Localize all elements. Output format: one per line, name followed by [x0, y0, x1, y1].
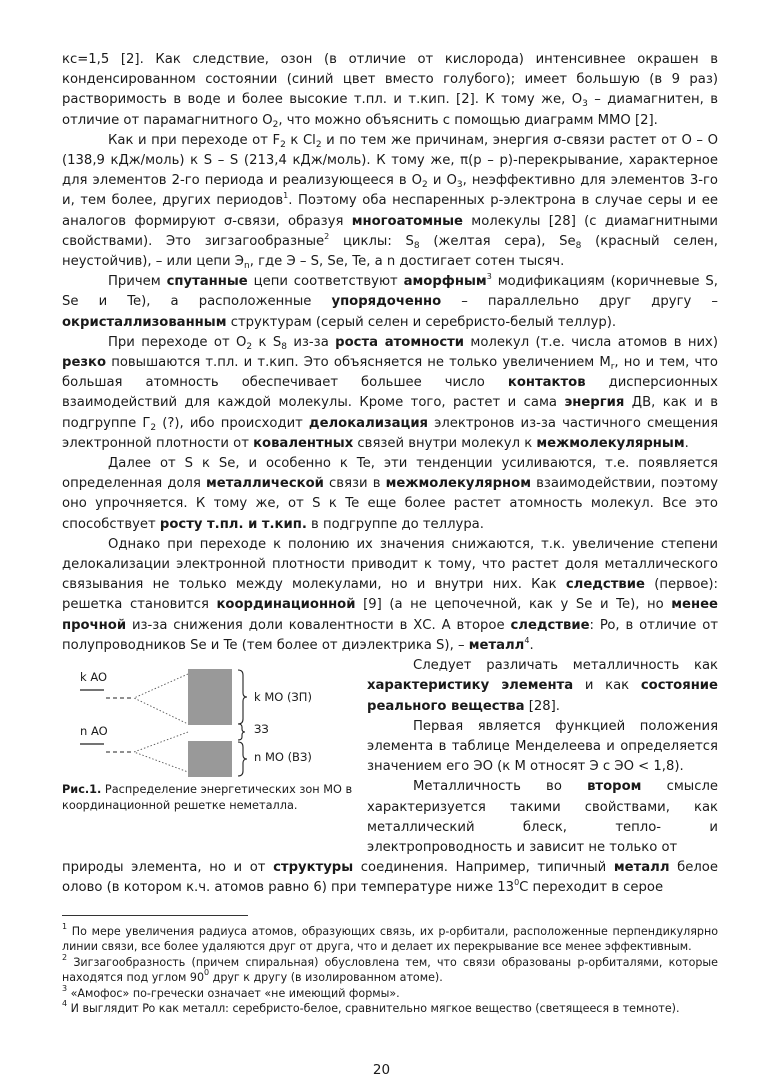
- footnote-3: $^3$ «Амофос» по-гречески означает «не имеющий формы».: [62, 983, 400, 1000]
- figure-band-diagram: [62, 656, 367, 858]
- paragraph-ozone: кс=1,5 [2]. Как следствие, озон (в отличие от кислорода) интенсивнее окрашен в конденсированном состоянии (синий цвет вместо голубого); имеет большую (в 9 раз) растворимость в воде и более высокие т.пл. и т.кип. [2]. К тому же, $O_3$ – диамагнитен, в отличие от парамагнитного $O_2$, что можно объяснить с помощью диаграмм ММО [2].: [62, 52, 718, 130]
- footnote-1: $^1$ По мере увеличения радиуса атомов, образующих связь, их p-орбитали, расположенные перпендикулярно линии связи, все более удаляются друг от друга, что и делает их перекрывание все менее эффективным.: [62, 922, 718, 954]
- paragraph-amorphous: Причем спутанные цепи соответствуют аморфным$^3$ модификациям (коричневые S, Se и Te), а расположенные упорядоченно – параллельно друг другу – окристаллизованным структурам (серый селен и серебристо-белый теллур).: [62, 272, 718, 330]
- page-body: [62, 50, 718, 899]
- page-number: 20: [372, 1062, 391, 1078]
- figure-caption: Рис.1. Распределение энергетических зон МО в координационной решетке неметалла.: [62, 783, 353, 813]
- label-n-mo: n MO (ВЗ): [254, 750, 312, 765]
- n-mo-brace: [238, 742, 247, 776]
- paragraph-polonium: Однако при переходе к полонию их значения снижаются, т.к. увеличение степени делокализации электронной плотности приводит к тому, что растет доля металлического связывания не только между молекулами, но и внутри них. Как следствие (первое): решетка становится координационной [9] (а не цепочечной, как у Se и Te), но менее прочной из-за снижения доли ковалентности в ХС. А второе следствие: Po, в отличие от полупроводников Se и Te (тем более от диэлектрика S), – металл$^4$.: [62, 536, 719, 653]
- k-mo-band: [188, 670, 232, 724]
- paragraph-metallicity-intro: Следует различать металличность как характеристику элемента и как состояние реального вещества [28].: [367, 658, 718, 714]
- paragraph-tin: природы элемента, но и от структуры соединения. Например, типичный металл белое олово (в котором к.ч. атомов равно 6) при температуре ниже $13^0C$ переходит в серое: [62, 860, 718, 896]
- gap-brace: [238, 724, 245, 740]
- paragraph-atomicity: При переходе от $O_2$ к $S_8$ из-за роста атомности молекул (т.е. числа атомов в них) резко повышаются т.пл. и т.кип. Это объясняется не только увеличением $M_r$, но и тем, что большая атомность обеспечивает большее число контактов дисперсионных взаимодействий для каждой молекулы. Кроме того, растет и сама энергия ДВ, как и в подгруппе $Г_2$ (?), ибо происходит делокализация электронов из-за частичного смещения электронной плотности от ковалентных связей внутри молекул к межмолекулярным.: [62, 334, 719, 451]
- k-mo-brace: [238, 670, 247, 724]
- footnote-4: $^4$ И выглядит Po как металл: серебристо-белое, сравнительно мягкое вещество (светящееся в темноте).: [62, 999, 680, 1016]
- paragraph-metallicity-first: Первая является функцией положения элемента в таблице Менделеева и определяется значением его ЭО (к M относят Э с ЭО < 1,8).: [367, 718, 718, 775]
- right-column-text: [367, 656, 718, 858]
- paragraph-metallicity-second: Металличность во втором смысле характеризуется такими свойствами, как металлический блеск, тепло- и электропроводность и зависит не только от: [367, 779, 718, 855]
- label-band-gap: ЗЗ: [254, 722, 269, 737]
- footnotes: [62, 915, 718, 1016]
- n-fan-lines: [134, 732, 188, 772]
- footnote-separator: [62, 915, 248, 916]
- label-k-mo: k MO (ЗП): [254, 690, 312, 705]
- n-mo-band: [188, 742, 232, 776]
- label-k-ao: k AO: [80, 670, 108, 685]
- footnote-2: $^2$ Зигзагообразность (причем спиральная) обусловлена тем, что связи образованы p-орбиталями, которые находятся под углом $90^0$ друг к другу (в изолированном атоме).: [62, 952, 718, 985]
- label-n-ao: n AO: [80, 724, 108, 739]
- figure-and-text: [62, 656, 718, 858]
- k-fan-lines: [134, 674, 188, 724]
- paragraph-sigma-bond: Как и при переходе от $F_2$ к $Cl_2$ и по тем же причинам, энергия σ-связи растет от O – O (138,9 кДж/моль) к S – S (213,4 кДж/моль). К тому же, π(p – p)-перекрывание, характерное для элементов 2-го периода и реализующееся в $O_2$ и $O_3$, неэффективно для элементов 3-го и, тем более, других периодов$^1$. Поэтому оба неспаренных p-электрона в случае серы и ее аналогов формируют σ-связи, образуя многоатомные молекулы [28] (с диамагнитными свойствами). Это зигзагообразные$^2$ циклы: $S_8$ (желтая сера), $Se_8$ (красный селен, неустойчив), – или цепи $Э_n$, где Э – S, Se, Te, а n достигает сотен тысяч.: [62, 132, 718, 272]
- paragraph-metallic-bond: Далее от S к Se, и особенно к Te, эти тенденции усиливаются, т.е. появляется определенная доля металлической связи в межмолекулярном взаимодействии, поэтому оно упрочняется. К тому же, от S к Te еще более растет атомность молекул. Все это способствует росту т.пл. и т.кип. в подгруппе до теллура.: [62, 456, 719, 532]
